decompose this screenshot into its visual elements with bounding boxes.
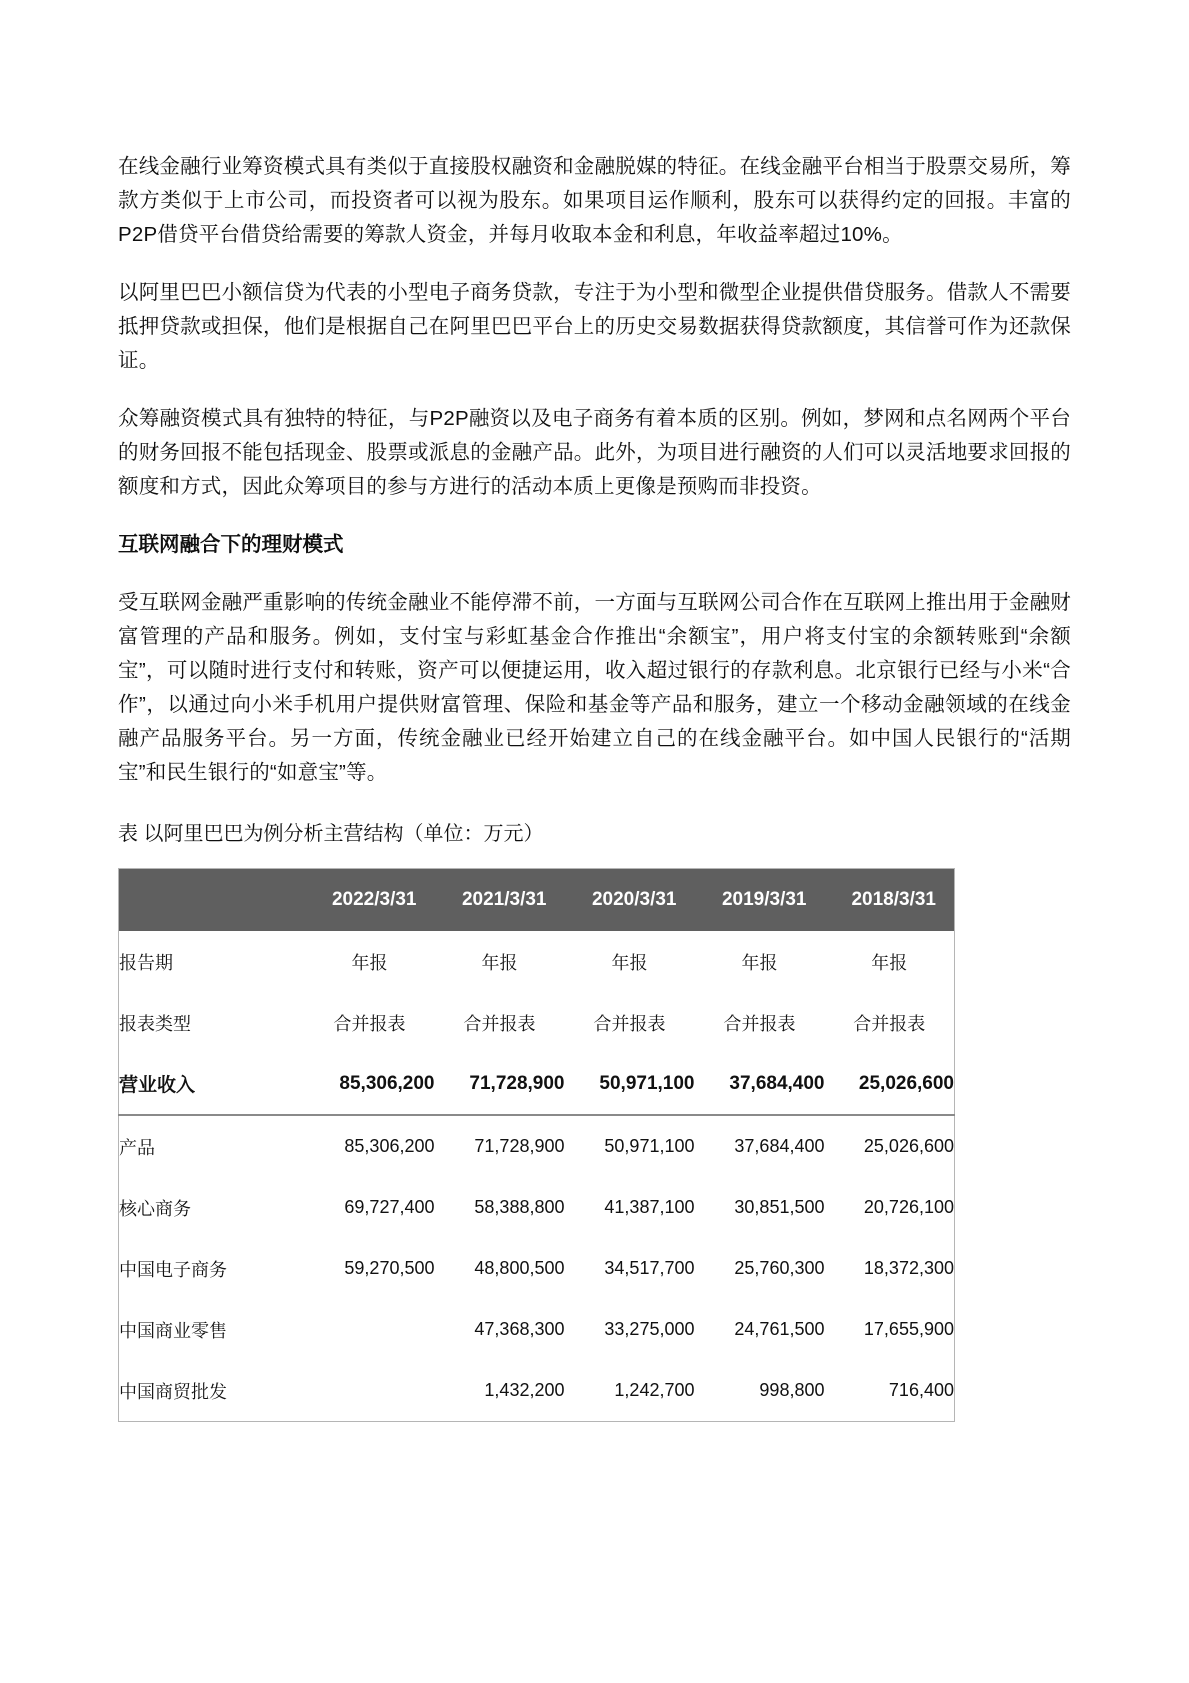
table-cell: 37,684,400 — [695, 1053, 825, 1115]
table-row — [119, 1115, 955, 1177]
paragraph-2: 以阿里巴巴小额信贷为代表的小型电子商务贷款，专注于为小型和微型企业提供借贷服务。借款人不需要抵押贷款或担保，他们是根据自己在阿里巴巴平台上的历史交易数据获得贷款额度，其信誉可作为还款保证。 — [118, 281, 1071, 372]
table-cell: 20,726,100 — [863, 1197, 954, 1217]
table-col-header-4: 2019/3/31 — [695, 869, 825, 932]
table-cell: 25,026,600 — [863, 1136, 954, 1156]
table-cell: 85,306,200 — [344, 1136, 435, 1156]
table-row — [119, 1360, 955, 1422]
table-cell: 25,026,600 — [825, 1053, 955, 1115]
table-row-label: 核心商务 — [119, 1198, 191, 1219]
table-cell: 50,971,100 — [604, 1136, 695, 1156]
table-row-label: 中国电子商务 — [119, 1259, 227, 1280]
table-cell: 合并报表 — [853, 1013, 926, 1034]
table-row — [119, 931, 955, 992]
table-header — [119, 869, 955, 932]
table-cell: 合并报表 — [593, 1013, 666, 1034]
table-cell: 30,851,500 — [734, 1197, 825, 1217]
table-cell: 71,728,900 — [435, 1053, 565, 1115]
table-col-header-3: 2020/3/31 — [565, 869, 695, 932]
table-col-header-1: 2022/3/31 — [305, 869, 435, 932]
table-cell: 17,655,900 — [863, 1319, 954, 1339]
table-cell: 24,761,500 — [734, 1319, 825, 1339]
paragraph-1: 在线金融行业筹资模式具有类似于直接股权融资和金融脱媒的特征。在线金融平台相当于股票交易所，筹款方类似于上市公司，而投资者可以视为股东。如果项目运作顺利，股东可以获得约定的回报。丰富的P2P借贷平台借贷给需要的筹款人资金，并每月收取本金和利息，年收益率超过10%。 — [118, 155, 1071, 246]
table-row-label: 中国商业零售 — [119, 1320, 227, 1341]
table-cell: 998,800 — [759, 1380, 825, 1400]
financial-table — [118, 868, 955, 1422]
table-cell: 年报 — [871, 952, 908, 973]
table-cell: 34,517,700 — [604, 1258, 695, 1278]
table-cell: 合并报表 — [333, 1013, 406, 1034]
table-row — [119, 1177, 955, 1238]
table-cell: 716,400 — [888, 1380, 954, 1400]
table-cell: 年报 — [741, 952, 778, 973]
table-cell — [305, 1360, 435, 1422]
table-row — [119, 1238, 955, 1299]
table-cell: 年报 — [481, 952, 518, 973]
table-cell: 71,728,900 — [474, 1136, 565, 1156]
table-cell: 37,684,400 — [734, 1136, 825, 1156]
table-col-header-0 — [119, 869, 305, 932]
table-row-label: 报告期 — [119, 952, 173, 973]
table-cell: 47,368,300 — [474, 1319, 565, 1339]
table-row — [119, 1053, 955, 1115]
paragraph-3: 众筹融资模式具有独特的特征，与P2P融资以及电子商务有着本质的区别。例如，梦网和点名网两个平台的财务回报不能包括现金、股票或派息的金融产品。此外，为项目进行融资的人们可以灵活地要求回报的额度和方式，因此众筹项目的参与方进行的活动本质上更像是预购而非投资。 — [118, 407, 1071, 498]
table-cell: 85,306,200 — [305, 1053, 435, 1115]
section-heading: 互联网融合下的理财模式 — [118, 533, 344, 556]
table-cell: 1,432,200 — [484, 1380, 565, 1400]
table-cell: 合并报表 — [723, 1013, 796, 1034]
table-cell: 58,388,800 — [474, 1197, 565, 1217]
table-row — [119, 992, 955, 1053]
table-cell: 18,372,300 — [863, 1258, 954, 1278]
table-cell: 年报 — [611, 952, 648, 973]
table-cell: 50,971,100 — [565, 1053, 695, 1115]
table-cell: 25,760,300 — [734, 1258, 825, 1278]
table-cell: 1,242,700 — [614, 1380, 695, 1400]
table-col-header-2: 2021/3/31 — [435, 869, 565, 932]
table-cell: 33,275,000 — [604, 1319, 695, 1339]
table-col-header-5: 2018/3/31 — [825, 869, 955, 932]
paragraph-4: 受互联网金融严重影响的传统金融业不能停滞不前，一方面与互联网公司合作在互联网上推出用于金融财富管理的产品和服务。例如，支付宝与彩虹基金合作推出“余额宝”，用户将支付宝的余额转账到“余额宝”，可以随时进行支付和转账，资产可以便捷运用，收入超过银行的存款利息。北京银行已经与小米“合作”，以通过向小米手机用户提供财富管理、保险和基金等产品和服务，建立一个移动金融领域的在线金融产品服务平台。另一方面，传统金融业已经开始建立自己的在线金融平台。如中国人民银行的“活期宝”和民生银行的“如意宝”等。 — [118, 591, 1071, 784]
table-caption: 表 以阿里巴巴为例分析主营结构（单位：万元） — [118, 823, 544, 845]
table-row-label: 报表类型 — [119, 1013, 191, 1034]
table-cell — [305, 1299, 435, 1360]
table-cell: 48,800,500 — [474, 1258, 565, 1278]
table-row-label: 中国商贸批发 — [119, 1381, 227, 1402]
table-body — [119, 931, 955, 1422]
table-header-row — [119, 869, 955, 932]
table-cell: 年报 — [351, 952, 388, 973]
table-row-label: 营业收入 — [119, 1053, 305, 1115]
table-cell: 59,270,500 — [344, 1258, 435, 1278]
table-row — [119, 1299, 955, 1360]
table-cell: 合并报表 — [463, 1013, 536, 1034]
table-cell: 69,727,400 — [344, 1197, 435, 1217]
table-cell: 41,387,100 — [604, 1197, 695, 1217]
table-row-label: 产品 — [119, 1137, 155, 1158]
